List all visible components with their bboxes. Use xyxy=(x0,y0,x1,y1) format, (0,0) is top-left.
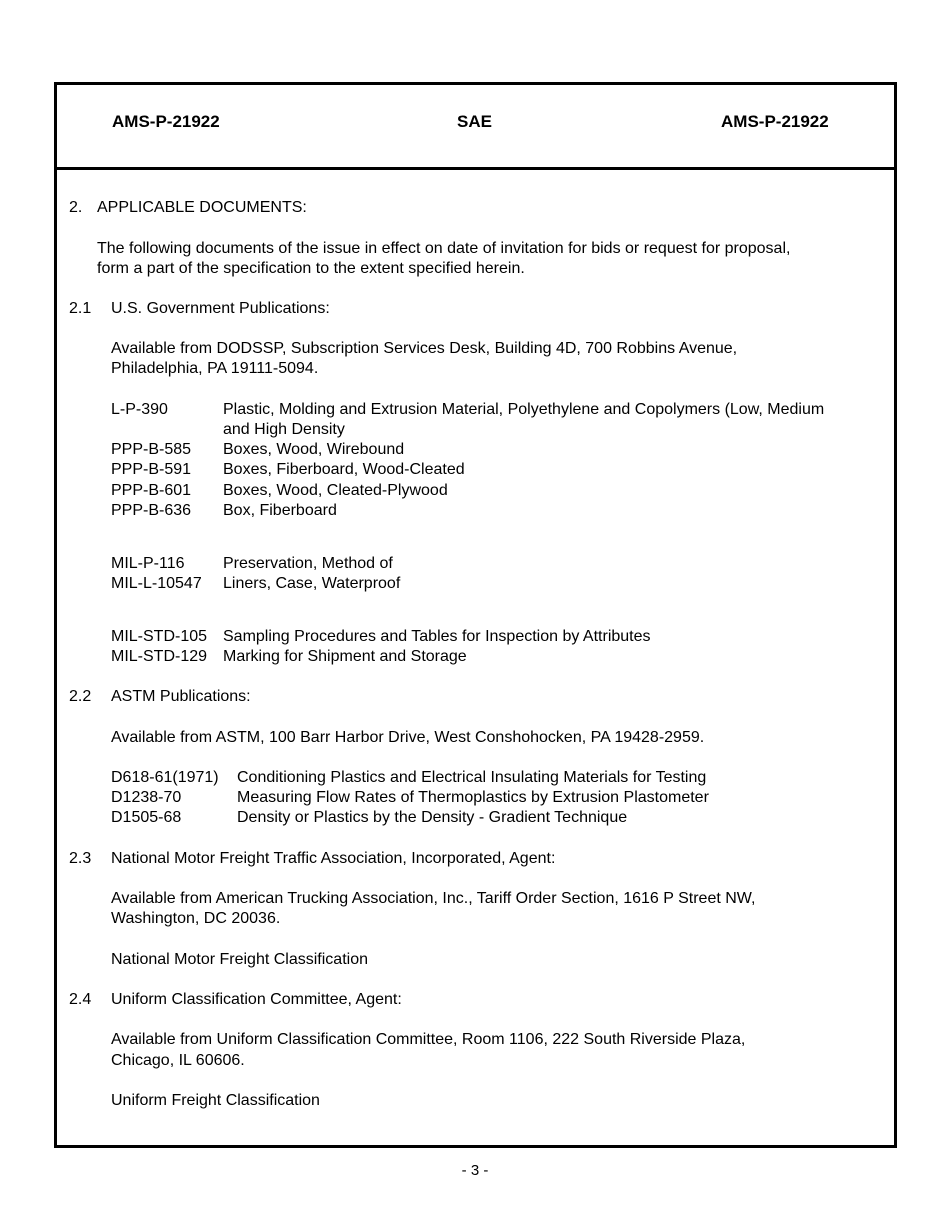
doc-description: Preservation, Method of xyxy=(223,555,393,572)
section-2-intro-line1: The following documents of the issue in effect on date of invitation for bids or request for proposal, xyxy=(97,240,791,257)
doc-code: PPP-B-601 xyxy=(111,482,192,499)
doc-code: MIL-STD-105 xyxy=(111,628,208,645)
section-2-4-availability-line2: Chicago, IL 60606. xyxy=(111,1052,245,1069)
doc-description: Boxes, Wood, Cleated-Plywood xyxy=(223,482,448,499)
header-doc-id-right: AMS-P-21922 xyxy=(721,112,829,131)
section-2-4-title: Uniform Classification Committee, Agent: xyxy=(111,991,402,1008)
page-number: - 3 - xyxy=(461,1162,489,1179)
doc-description: Liners, Case, Waterproof xyxy=(223,575,401,592)
section-2-2-availability: Available from ASTM, 100 Barr Harbor Drive, West Conshohocken, PA 19428-2959. xyxy=(111,729,705,746)
doc-description: Boxes, Fiberboard, Wood-Cleated xyxy=(223,461,465,478)
section-2-3-number: 2.3 xyxy=(69,850,92,867)
section-2-2-title: ASTM Publications: xyxy=(111,688,251,705)
doc-code: D618-61(1971) xyxy=(111,769,219,786)
doc-description: Sampling Procedures and Tables for Inspection by Attributes xyxy=(223,628,651,645)
section-2-1-title: U.S. Government Publications: xyxy=(111,300,330,317)
header-org: SAE xyxy=(457,112,492,131)
doc-code: PPP-B-636 xyxy=(111,502,192,519)
section-2-3-availability-line2: Washington, DC 20036. xyxy=(111,910,281,927)
section-2-4-number: 2.4 xyxy=(69,991,92,1008)
section-2-2-number: 2.2 xyxy=(69,688,92,705)
section-2-3-title: National Motor Freight Traffic Association, Incorporated, Agent: xyxy=(111,850,556,867)
doc-description-continued: and High Density xyxy=(223,421,345,438)
section-2-1-availability-line2: Philadelphia, PA 19111-5094. xyxy=(111,360,319,377)
doc-description: Density or Plastics by the Density - Gradient Technique xyxy=(237,809,628,826)
doc-code: D1505-68 xyxy=(111,809,182,826)
section-2-title: APPLICABLE DOCUMENTS: xyxy=(97,199,307,216)
section-2-3-document: National Motor Freight Classification xyxy=(111,951,368,968)
doc-code: L-P-390 xyxy=(111,401,168,418)
doc-code: PPP-B-591 xyxy=(111,461,192,478)
doc-description: Conditioning Plastics and Electrical Insulating Materials for Testing xyxy=(237,769,707,786)
doc-code: MIL-P-116 xyxy=(111,555,185,572)
doc-description: Boxes, Wood, Wirebound xyxy=(223,441,405,458)
doc-description: Box, Fiberboard xyxy=(223,502,337,519)
section-2-4-document: Uniform Freight Classification xyxy=(111,1092,320,1109)
doc-code: PPP-B-585 xyxy=(111,441,192,458)
page-header xyxy=(57,85,894,170)
header-doc-id-left: AMS-P-21922 xyxy=(112,112,220,131)
doc-description: Marking for Shipment and Storage xyxy=(223,648,467,665)
doc-code: D1238-70 xyxy=(111,789,182,806)
section-2-4-availability-line1: Available from Uniform Classification Committee, Room 1106, 222 South Riverside Plaza, xyxy=(111,1031,746,1048)
doc-code: MIL-L-10547 xyxy=(111,575,202,592)
doc-code: MIL-STD-129 xyxy=(111,648,208,665)
section-2-1-number: 2.1 xyxy=(69,300,92,317)
section-2-1-availability-line1: Available from DODSSP, Subscription Services Desk, Building 4D, 700 Robbins Avenue, xyxy=(111,340,738,357)
section-2-number: 2. xyxy=(69,199,83,216)
section-2-intro-line2: form a part of the specification to the extent specified herein. xyxy=(97,260,525,277)
section-2-3-availability-line1: Available from American Trucking Association, Inc., Tariff Order Section, 1616 P Street NW, xyxy=(111,890,756,907)
doc-description: Plastic, Molding and Extrusion Material, Polyethylene and Copolymers (Low, Medium xyxy=(223,401,825,418)
doc-description: Measuring Flow Rates of Thermoplastics by Extrusion Plastometer xyxy=(237,789,709,806)
